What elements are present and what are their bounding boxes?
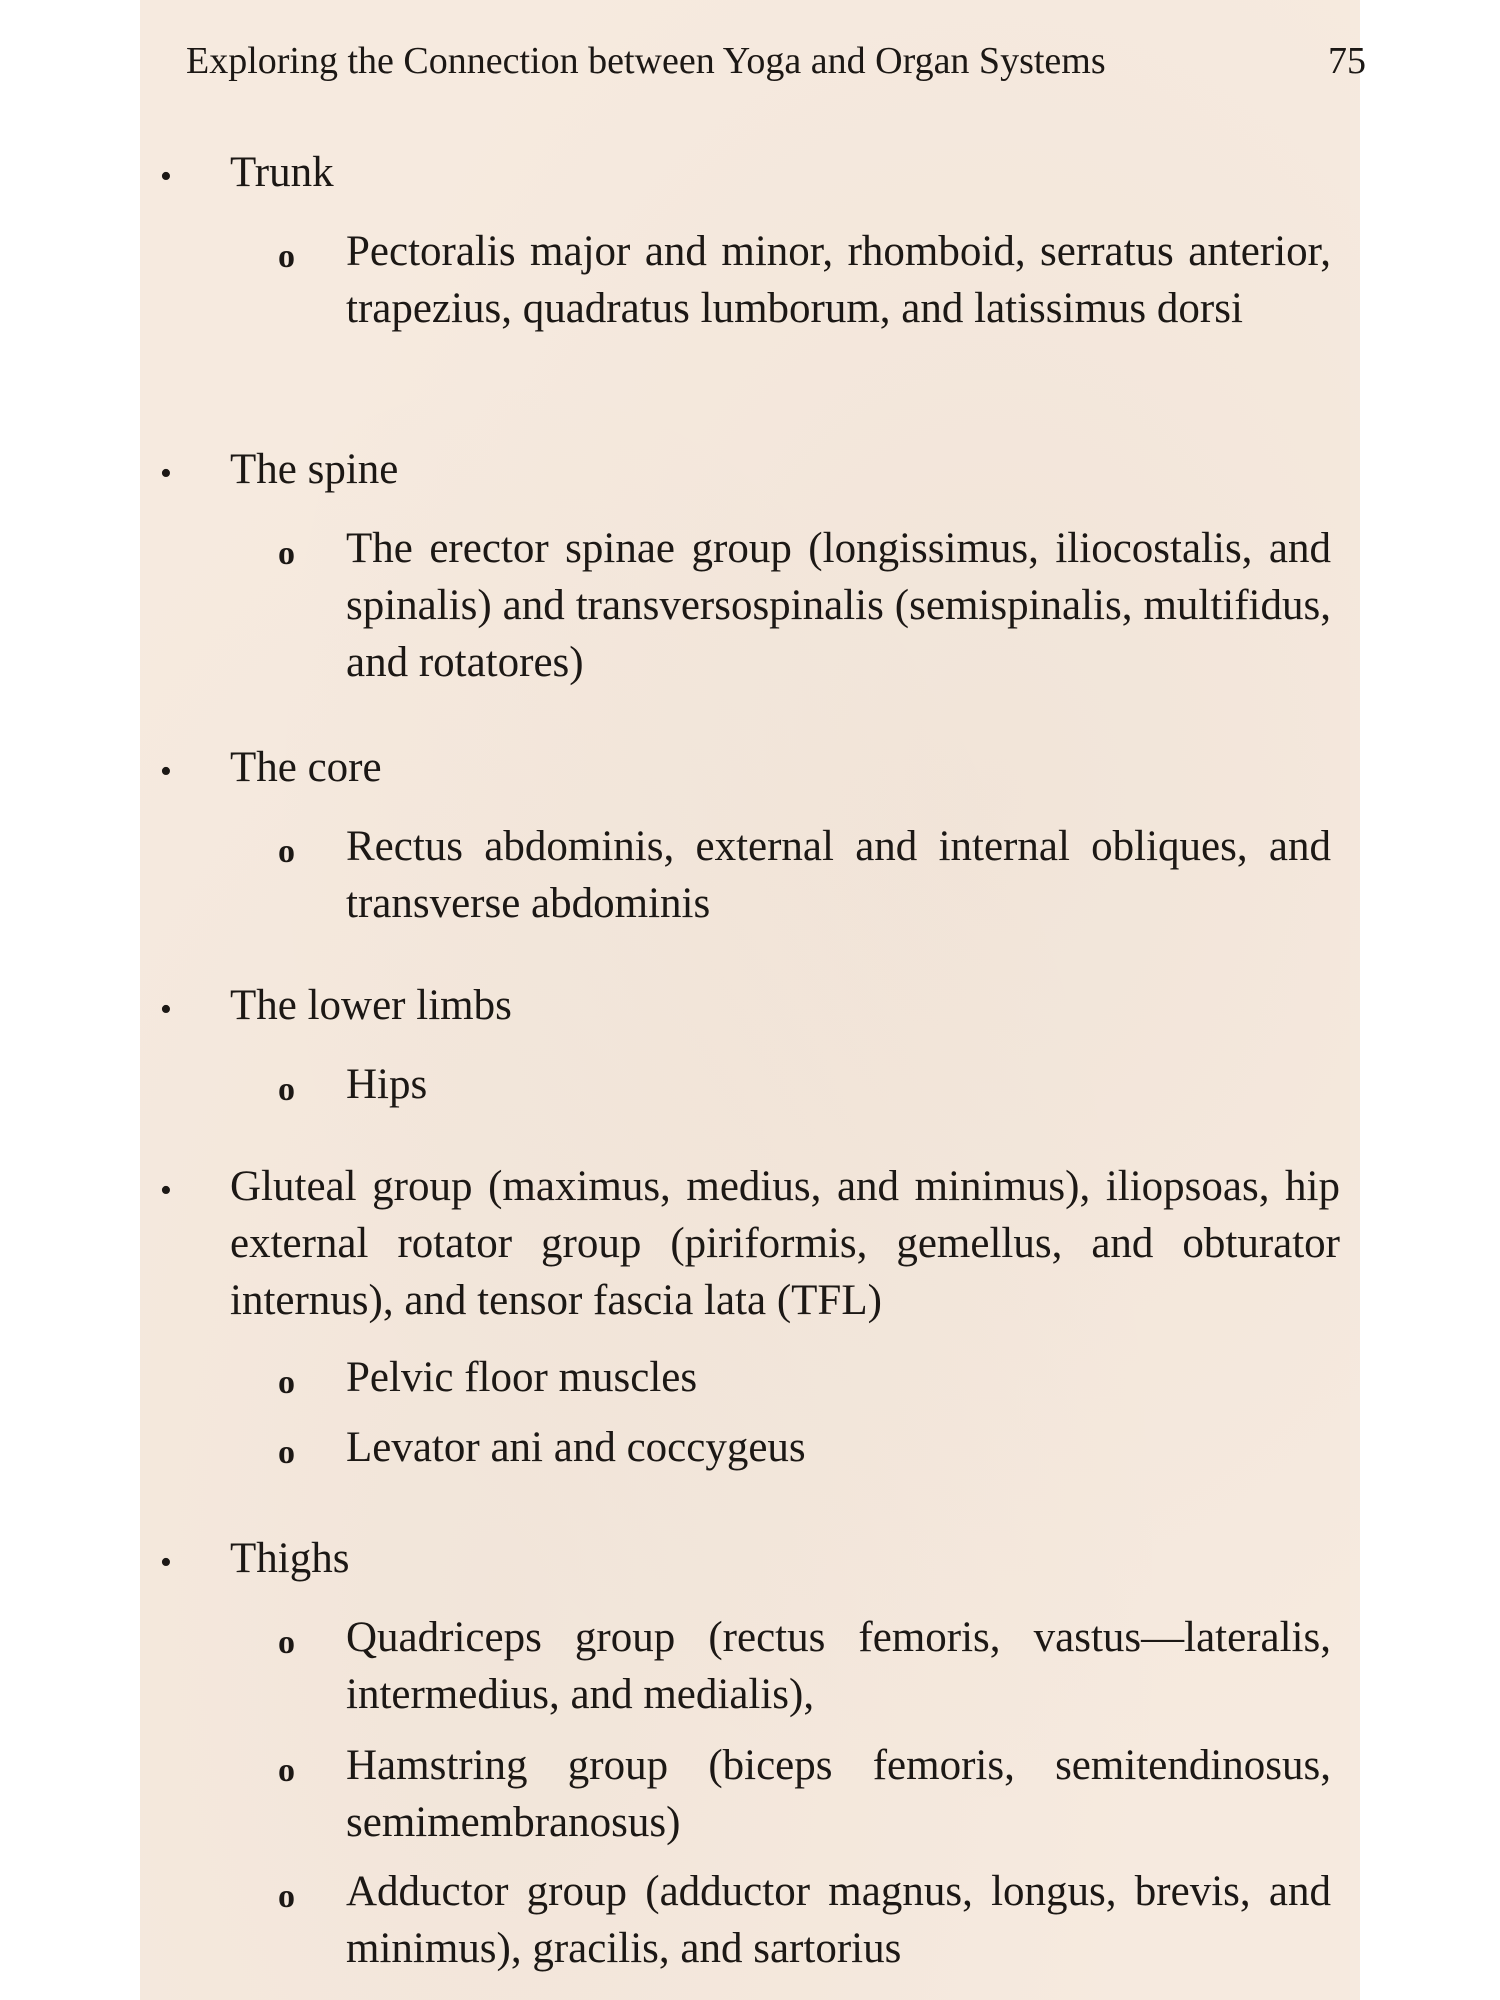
bullet-marker: • [160,158,172,195]
section-label: The spine [230,446,399,493]
sub-marker: o [278,1071,295,1108]
section-label: Gluteal group (maximus, medius, and minimus), iliopsoas, hip external rotator group (piriformis, gemellus, and obturator internus), and tensor fascia lata (TFL) [230,1163,1340,1324]
sub-item-text: Quadriceps group (rectus femoris, vastus—lateralis, intermedius, and medialis), [346,1614,1331,1718]
sub-item-text: Hamstring group (biceps femoris, semitendinosus, semimembranosus) [346,1742,1331,1846]
bullet-marker: • [160,991,172,1028]
bullet-marker: • [160,1544,172,1581]
sub-marker: o [278,1624,295,1661]
bullet-marker: • [160,455,172,492]
sub-marker: o [278,1878,295,1915]
sub-item-text: Pelvic floor muscles [346,1354,698,1401]
bullet-marker: • [160,753,172,790]
running-header-title: Exploring the Connection between Yoga and Organ Systems [186,40,1106,82]
sub-marker: o [278,833,295,870]
sub-marker: o [278,1752,295,1789]
sub-item-text: Hips [346,1061,428,1108]
running-header [186,36,1366,86]
book-page [140,0,1366,2000]
section-label: The lower limbs [230,982,512,1029]
sub-marker: o [278,1434,295,1471]
page-number: 75 [1328,40,1366,82]
section-label: The core [230,744,382,791]
section-label: Thighs [230,1535,350,1582]
bullet-marker: • [160,1172,172,1209]
sub-item-text: The erector spinae group (longissimus, iliocostalis, and spinalis) and transversospinalis (semispinalis, multifidus, and rotatores) [346,525,1331,686]
sub-item-text: Pectoralis major and minor, rhomboid, serratus anterior, trapezius, quadratus lumborum, and latissimus dorsi [346,228,1331,332]
sub-marker: o [278,1364,295,1401]
sub-item-text: Adductor group (adductor magnus, longus, brevis, and minimus), gracilis, and sartorius [346,1868,1331,1972]
sub-marker: o [278,535,295,572]
sub-item-text: Rectus abdominis, external and internal obliques, and transverse abdominis [346,823,1331,927]
section-label: Trunk [230,149,334,196]
sub-marker: o [278,238,295,275]
sub-item-text: Levator ani and coccygeus [346,1424,806,1471]
